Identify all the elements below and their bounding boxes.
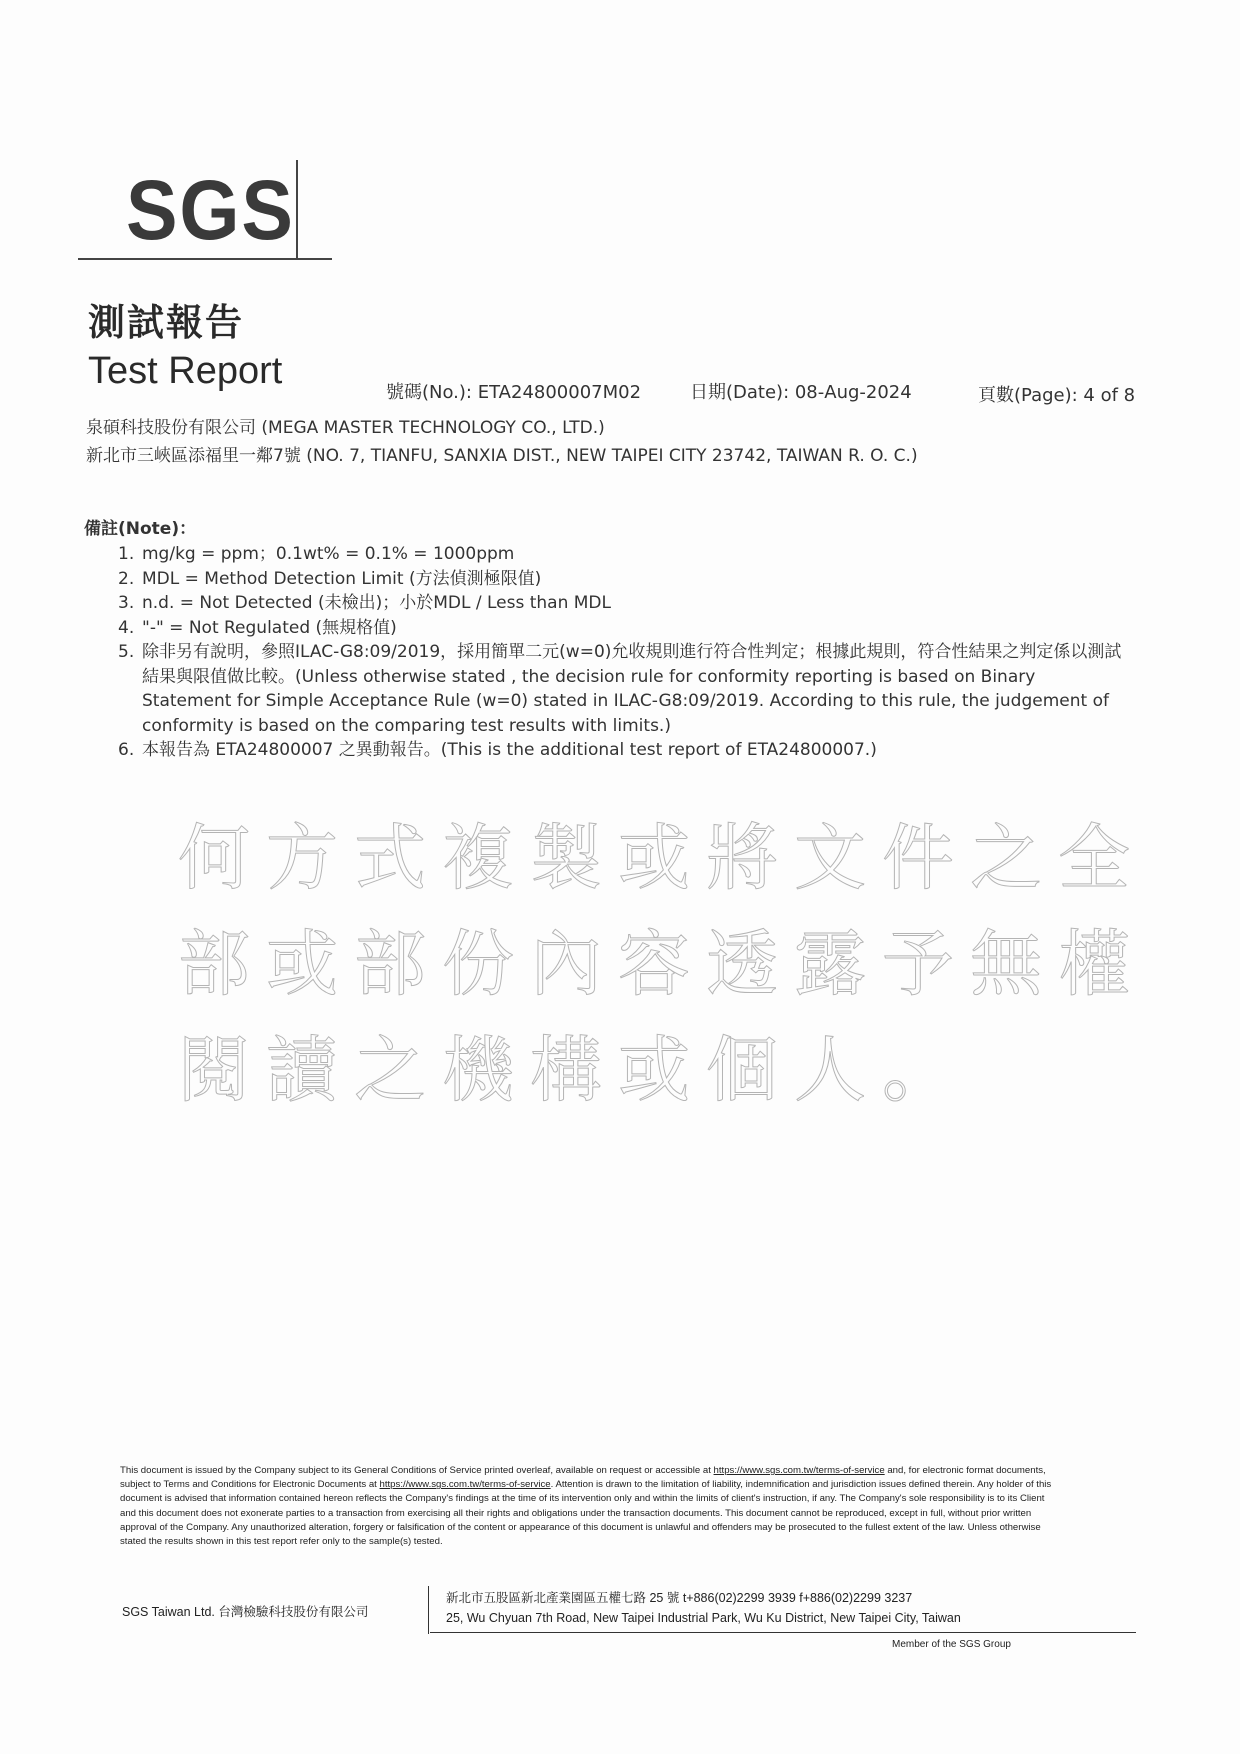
logo-vertical-rule	[296, 160, 298, 258]
disclaimer-text: This document is issued by the Company subject to its General Conditions of Service printed overleaf, available on request or accessible at	[120, 1465, 714, 1476]
note-number: 2.	[118, 568, 135, 589]
company-address: 新北市三峽區添福里一鄰7號 (NO. 7, TIANFU, SANXIA DIST., NEW TAIPEI CITY 23742, TAIWAN R. O. C.)	[86, 446, 918, 466]
note-number: 4.	[118, 617, 135, 638]
note-text: "-" = Not Regulated (無規格值)	[142, 617, 397, 638]
notes-list	[118, 542, 1128, 763]
note-number: 3.	[118, 593, 135, 613]
note-text: 除非另有說明，參照ILAC-G8:09/2019，採用簡單二元(w=0)允收規則進行符合性判定；根據此規則，符合性結果之判定係以測試結果與限值做比較。(Unless otherwise stated , the decision rule for conformity reporting is based on Binary Statement for Simple Acceptance Rule (w=0) stated in ILAC-G8:09/2019. According to this rule, the judgement of conformity is based on the comparing test results with limits.)	[142, 642, 1122, 736]
note-text: MDL = Method Detection Limit (方法偵測極限值)	[142, 568, 542, 589]
note-item	[118, 591, 1128, 616]
disclaimer-text: and, for electronic format documents, subject to Terms and Conditions for Electronic Documents at	[120, 1465, 1046, 1491]
sgs-logo: SGS	[126, 163, 295, 257]
terms-link[interactable]: https://www.sgs.com.tw/terms-of-service	[379, 1479, 551, 1491]
notes-title: 備註(Note)：	[84, 519, 197, 539]
watermark-line: 何方式複製或將文件之全	[178, 816, 1147, 900]
company-name: 泉碩科技股份有限公司 (MEGA MASTER TECHNOLOGY CO., LTD.)	[86, 418, 605, 438]
copyright-watermark	[178, 805, 1147, 1123]
note-item	[118, 567, 1128, 592]
report-date: 日期(Date): 08-Aug-2024	[690, 382, 912, 403]
note-number: 1.	[118, 544, 135, 564]
disclaimer-text: . Attention is drawn to the limitation of liability, indemnification and jurisdiction issues defined therein. Any holder of this document is advised that information contained hereon reflects the Company's findings at the time of its intervention only and within the limits of client's instruction, if any. The Company's sole responsibility is to its Client and this document does not exonerate parties to a transaction from exercising all their rights and obligations under the transaction documents. This document cannot be reproduced, except in full, without prior written approval of the Company. Any unauthorized alteration, forgery or falsification of the content or appearance of this document is unlawful and offenders may be prosecuted to the fullest extent of the law. Unless otherwise stated the results shown in this test report refer only to the sample(s) tested.	[120, 1479, 1052, 1548]
report-title-en: Test Report	[88, 350, 283, 392]
note-number: 6.	[118, 740, 135, 760]
page-number: 頁數(Page): 4 of 8	[978, 385, 1136, 406]
note-text: n.d. = Not Detected (未檢出)；小於MDL / Less than MDL	[142, 593, 611, 613]
note-item	[118, 616, 1128, 641]
note-text: 本報告為 ETA24800007 之異動報告。(This is the additional test report of ETA24800007.)	[142, 740, 877, 760]
watermark-line: 閱讀之機構或個人。	[178, 1028, 971, 1112]
footer-divider	[428, 1586, 429, 1634]
footer-rule	[430, 1632, 1136, 1633]
report-number: 號碼(No.): ETA24800007M02	[386, 382, 642, 403]
footer-address-zh: 新北市五股區新北產業園區五權七路 25 號 t+886(02)2299 3939 f+886(02)2299 3237	[446, 1591, 913, 1605]
footer-company: SGS Taiwan Ltd. 台灣檢驗科技股份有限公司	[122, 1605, 369, 1619]
footer-address-en: 25, Wu Chyuan 7th Road, New Taipei Industrial Park, Wu Ku District, New Taipei City, Taiwan	[446, 1611, 961, 1625]
note-item	[118, 640, 1128, 738]
legal-disclaimer	[120, 1464, 1055, 1549]
note-item	[118, 738, 1128, 763]
report-title-zh: 測試報告	[88, 301, 244, 344]
member-of-group: Member of the SGS Group	[892, 1639, 1011, 1650]
watermark-line: 部或部份內容透露予無權	[178, 922, 1147, 1006]
note-item	[118, 542, 1128, 567]
logo-horizontal-rule	[78, 258, 332, 260]
terms-link[interactable]: https://www.sgs.com.tw/terms-of-service	[713, 1465, 885, 1476]
note-number: 5.	[118, 642, 135, 662]
note-text: mg/kg = ppm；0.1wt% = 0.1% = 1000ppm	[142, 544, 515, 564]
